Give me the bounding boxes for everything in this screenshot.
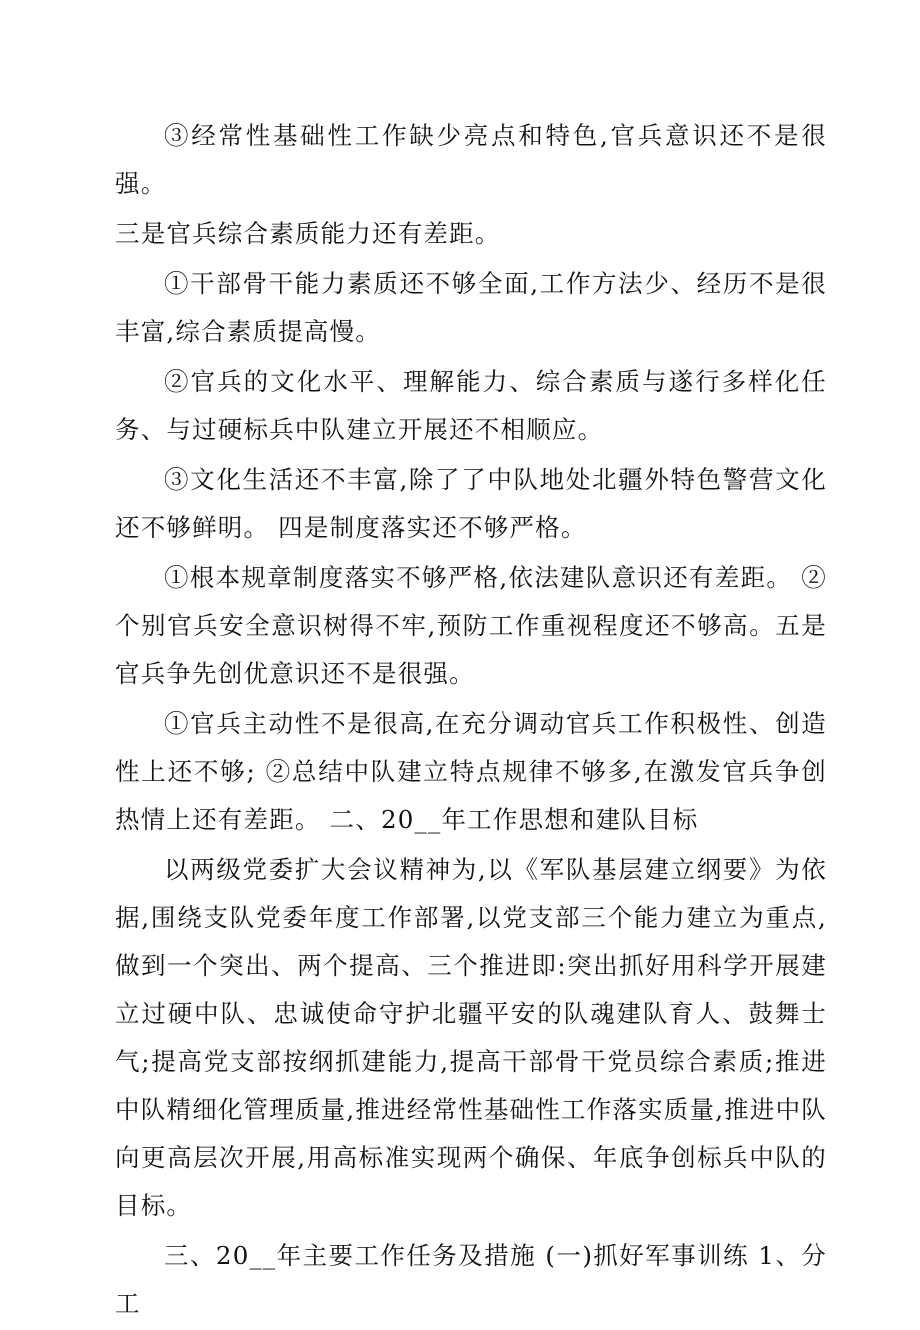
paragraph-1: ③经常性基础性工作缺少亮点和特色,官兵意识还不是很强。 xyxy=(115,121,827,198)
paragraph-6: ①根本规章制度落实不够严格,依法建队意识还有差距。 ②个别官兵安全意识树得不牢,预防工作重视程度还不够高。五是官兵争先创优意识还不是很强。 xyxy=(115,563,827,688)
paragraph-7: ①官兵主动性不是很高,在充分调动官兵工作积极性、创造性上还不够; ②总结中队建立特点规律不够多,在激发官兵争创热情上还有差距。 二、20__年工作思想和建队目标 xyxy=(115,709,827,834)
paragraph-3: ①干部骨干能力素质还不够全面,工作方法少、经历不是很丰富,综合素质提高慢。 xyxy=(115,269,827,346)
paragraph-4: ②官兵的文化水平、理解能力、综合素质与遂行多样化任务、与过硬标兵中队建立开展还不相顺应。 xyxy=(115,367,827,444)
paragraph-8: 以两级党委扩大会议精神为,以《军队基层建立纲要》为依据,围绕支队党委年度工作部署,以党支部三个能力建立为重点,做到一个突出、两个提高、三个推进即:突出抓好用科学开展建立过硬中队、忠诚使命守护北疆平安的队魂建队育人、鼓舞士气;提高党支部按纲抓建能力,提高干部骨干党员综合素质;推进中队精细化管理质量,推进经常性基础性工作落实质量,推进中队向更高层次开展,用高标准实现两个确保、年底争创标兵中队的目标。 xyxy=(115,855,827,1220)
document-body xyxy=(115,112,827,1330)
paragraph-2: 三是官兵综合素质能力还有差距。 xyxy=(115,219,501,248)
paragraph-5: ③文化生活还不丰富,除了了中队地处北疆外特色警营文化还不够鲜明。 四是制度落实还不够严格。 xyxy=(115,465,827,542)
paragraph-9: 三、20__年主要工作任务及措施 (一)抓好军事训练 1、分工 xyxy=(115,1241,827,1318)
